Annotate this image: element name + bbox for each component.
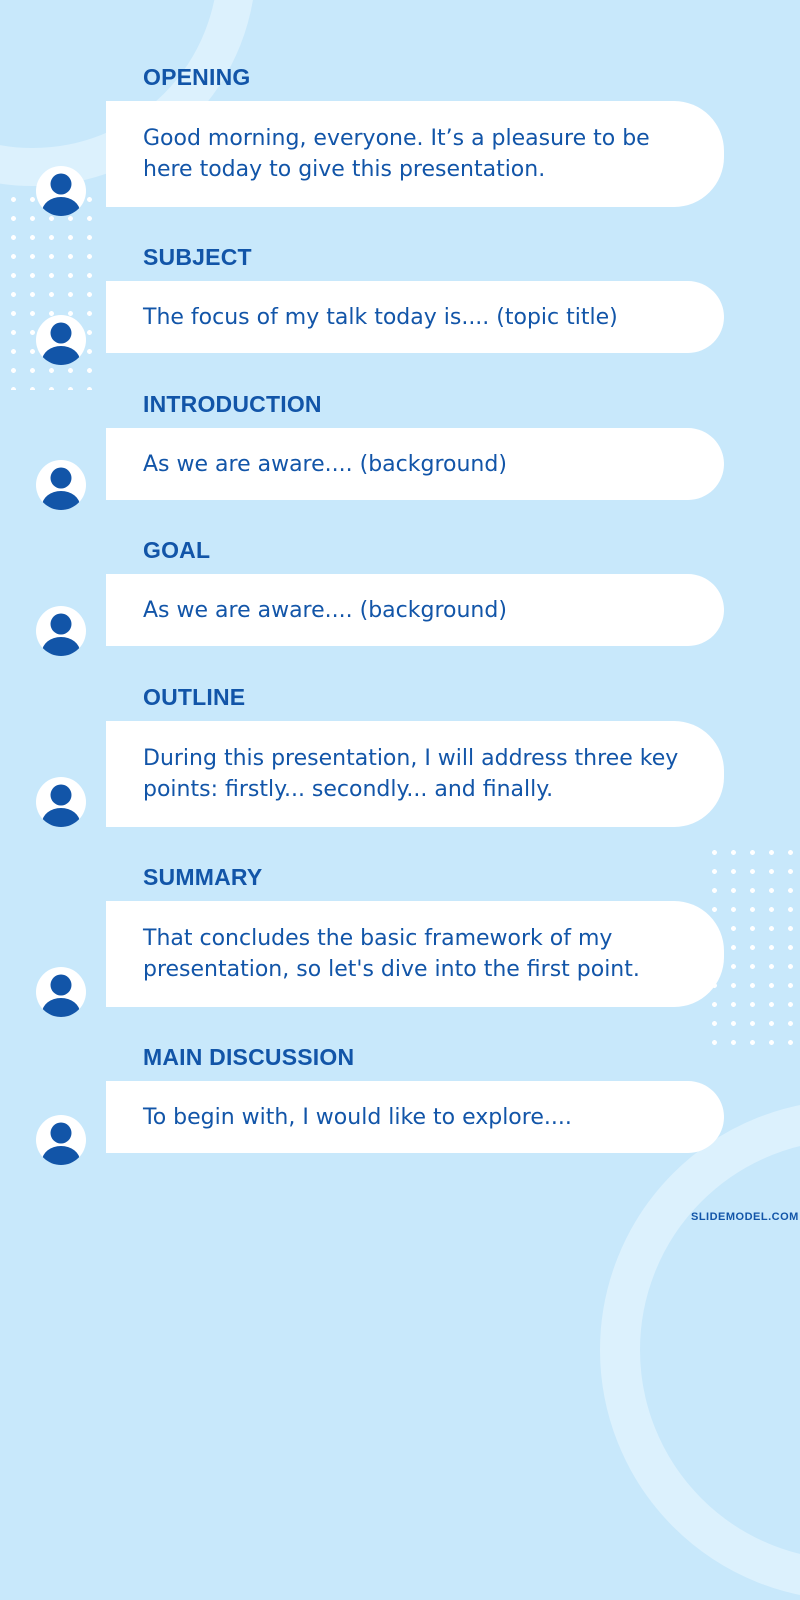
speech-text: As we are aware.... (background) xyxy=(143,597,507,623)
speech-bubble xyxy=(106,428,724,500)
user-avatar-icon xyxy=(36,606,86,656)
speech-bubble xyxy=(106,281,724,353)
user-avatar-icon xyxy=(36,777,86,827)
speech-bubble xyxy=(106,574,724,646)
speech-bubble xyxy=(106,1081,724,1153)
user-avatar-icon xyxy=(36,315,86,365)
user-avatar-icon xyxy=(36,166,86,216)
speech-text: The focus of my talk today is.... (topic title) xyxy=(143,304,618,330)
section-title: SUBJECT xyxy=(143,244,252,270)
speech-bubble xyxy=(106,901,724,1007)
user-avatar-icon xyxy=(36,1115,86,1165)
speech-text: During this presentation, I will address three key points: firstly... secondly... and finally. xyxy=(143,746,679,802)
section-title: SUMMARY xyxy=(143,864,263,890)
speech-bubble xyxy=(106,101,724,207)
section-title: MAIN DISCUSSION xyxy=(143,1044,355,1070)
section-title: INTRODUCTION xyxy=(143,391,322,417)
speech-text: That concludes the basic framework of my presentation, so let's dive into the first point. xyxy=(143,926,640,982)
user-avatar-icon xyxy=(36,460,86,510)
user-avatar-icon xyxy=(36,967,86,1017)
speech-text: To begin with, I would like to explore.... xyxy=(143,1104,572,1130)
footer-brand: SLIDEMODEL.COM xyxy=(691,1211,799,1223)
speech-bubble xyxy=(106,721,724,827)
section-title: OPENING xyxy=(143,64,251,90)
section-title: OUTLINE xyxy=(143,684,246,710)
speech-text: As we are aware.... (background) xyxy=(143,451,507,477)
speech-text: Good morning, everyone. It’s a pleasure to be here today to give this presentation. xyxy=(143,126,650,182)
section-title: GOAL xyxy=(143,537,211,563)
decorative-arc-bottom-right xyxy=(600,1100,800,1600)
